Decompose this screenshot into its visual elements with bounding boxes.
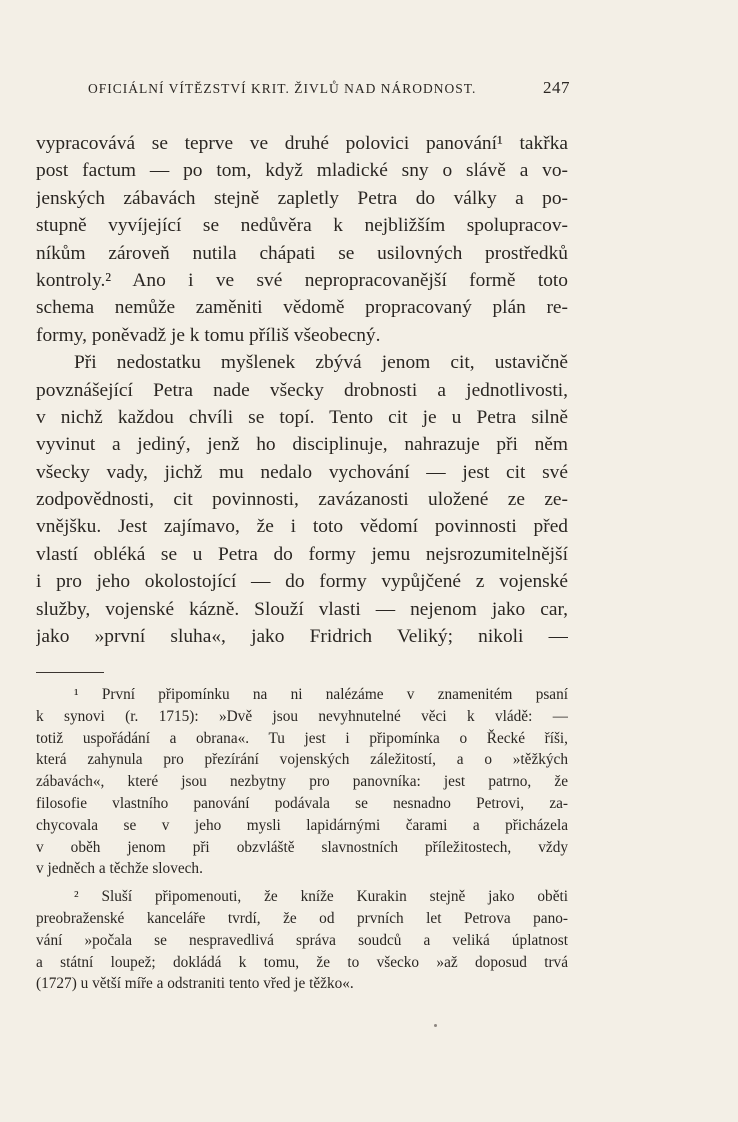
body-line: formy, poněvadž je k tomu příliš všeobecný. (36, 324, 381, 346)
footnote-2-line: (1727) u větší míře a odstraniti tento vřed je těžko«. (36, 975, 354, 993)
body-line: vyvinut a jediný, jenž ho disciplinuje, nahrazuje při něm (36, 434, 568, 456)
footnote-1-line: v oběh jenom při obzvláště slavnostních příležitostech, vždy (36, 838, 568, 856)
footnote-2-line: a státní loupež; dokládá k tomu, že to všecko »až doposud trvá (36, 953, 568, 971)
body-line: povznášející Petra nade všecky drobnosti a jednotlivosti, (36, 379, 568, 401)
page-number: 247 (543, 78, 570, 97)
footnote-1-line: která zahynula pro přezírání vojenských záležitostí, a o »těžkých (36, 751, 568, 769)
body-line: níkům zároveň nutila chápati se usilovných prostředků (36, 242, 568, 264)
footnote-1-line: totiž uspořádání a obrana«. Tu jest i připomínka o Řecké říši, (36, 729, 568, 747)
footnote-2-line: vání »počala se nespravedlivá správa soudců a veliká úplatnost (36, 931, 568, 949)
body-line: vypracovává se teprve ve druhé polovici panování¹ takřka (36, 133, 568, 154)
body-line: schema nemůže zaměniti vědomě propracovaný plán re- (36, 297, 568, 319)
body-line: vnějšku. Jest zajímavo, že i toto vědomí povinnosti před (36, 516, 568, 538)
footnote-1-line: zábavách«, které jsou nezbytny pro panovníka: jest patrno, že (36, 773, 568, 791)
body-line: Při nedostatku myšlenek zbývá jenom cit, ustavičně (74, 352, 568, 374)
paper-speck (434, 1024, 437, 1027)
body-line: v nichž každou chvíli se topí. Tento cit je u Petra silně (36, 406, 568, 428)
footnote-1-line: chycovala se v jeho mysli lapidárnými čarami a přicházela (36, 816, 568, 834)
running-title: OFICIÁLNÍ VÍTĚZSTVÍ KRIT. ŽIVLŮ NAD NÁRODNOST. (88, 81, 477, 96)
body-line: stupně vyvíjející se nedůvěra k nejbližším spolupracov- (36, 215, 568, 237)
footnote-1-line: k synovi (r. 1715): »Dvě jsou nevyhnutelné věci k vládě: — (36, 707, 568, 725)
body-text (36, 130, 568, 650)
footnote-1-line: filosofie vlastního panování podávala se nesnadno Petrovi, za- (36, 794, 568, 812)
footnote-divider (36, 672, 104, 673)
body-line: jenských zábavách stejně zapletly Petra do války a po- (36, 187, 568, 209)
body-line: jako »první sluha«, jako Fridrich Veliký; nikoli — (36, 626, 568, 648)
body-line: vlastí obléká se u Petra do formy jemu nejsrozumitelnější (36, 543, 568, 565)
footnote-1-line: ¹ První připomínku na ni nalézáme v znamenitém psaní (74, 686, 568, 703)
body-line: služby, vojenské kázně. Slouží vlasti — nejenom jako car, (36, 598, 568, 620)
body-line: zodpovědnosti, cit povinnosti, zavázanosti uložené ze ze- (36, 489, 568, 511)
body-line: post factum — po tom, když mladické sny o slávě a vo- (36, 160, 568, 182)
body-line: i pro jeho okolostojící — do formy vypůjčené z vojenské (36, 571, 568, 593)
footnotes (36, 684, 568, 995)
footnote-2-line: ² Sluší připomenouti, že kníže Kurakin stejně jako oběti (74, 888, 568, 906)
body-line: všecky vady, jichž mu nedalo vychování — jest cit své (36, 461, 568, 483)
page-header (88, 78, 570, 98)
footnote-2-line: preobraženské kanceláře tvrdí, že od prvních let Petrova pano- (36, 909, 568, 927)
body-line: kontroly.² Ano i ve své nepropracovanější formě toto (36, 269, 568, 291)
footnote-1-line: v jedněch a těchže slovech. (36, 860, 203, 878)
